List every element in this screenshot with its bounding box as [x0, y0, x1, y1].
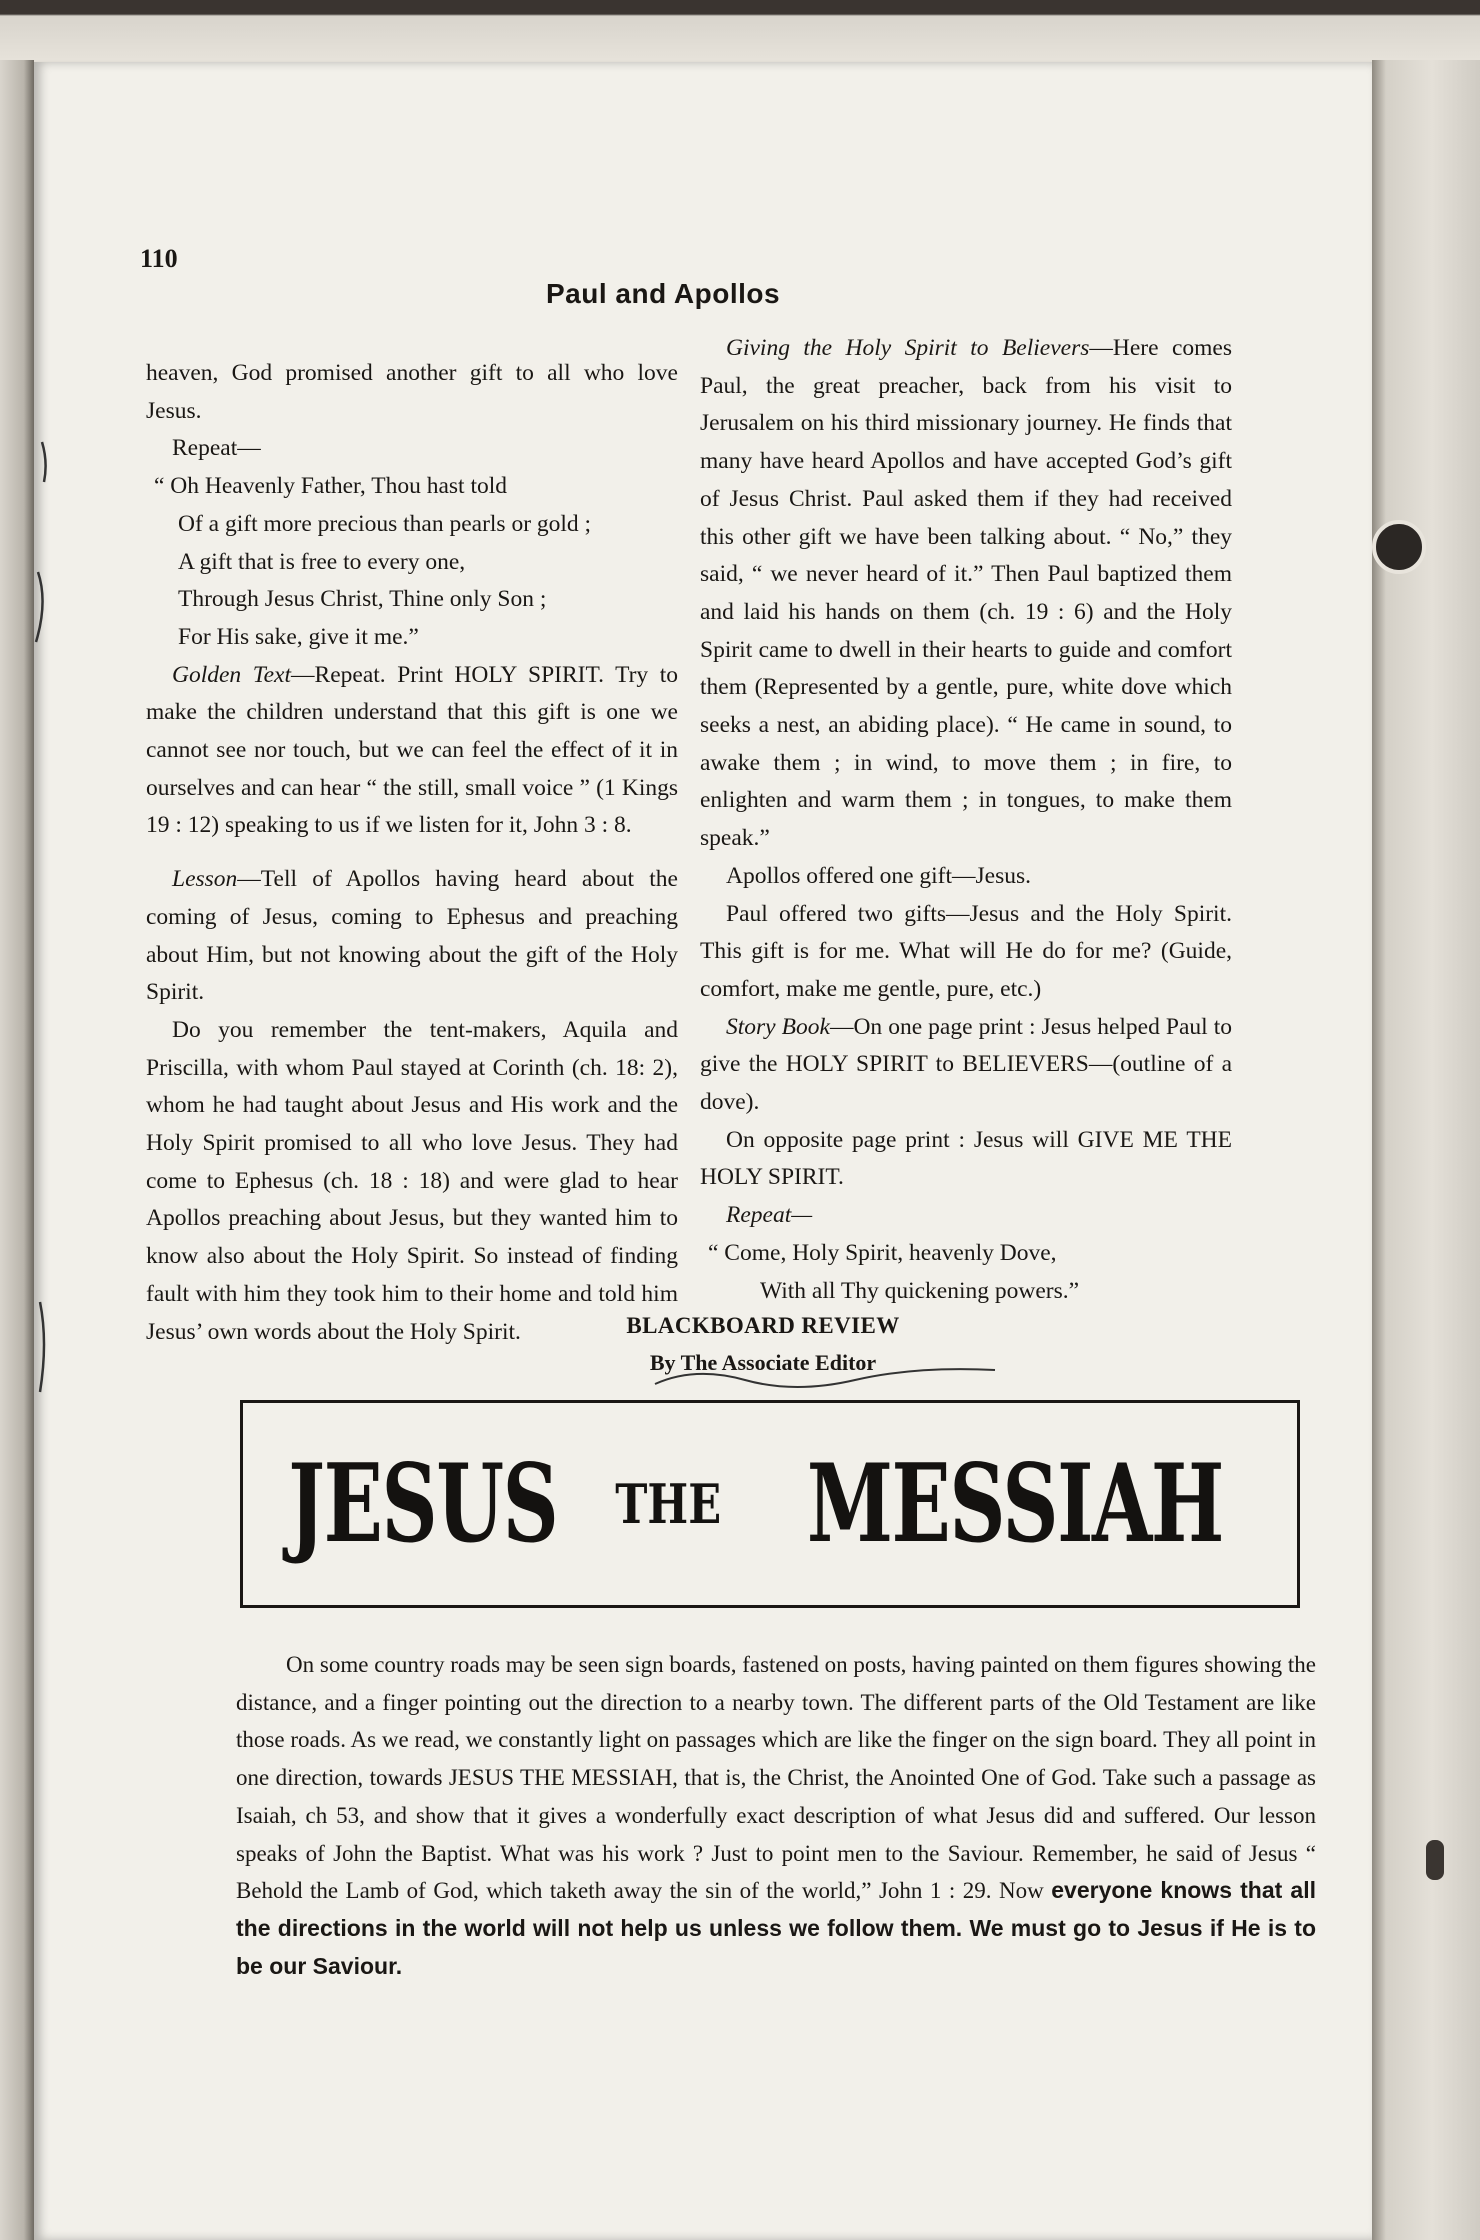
paragraph: Paul offered two gifts—Jesus and the Holy Spirit. This gift is for me. What will He do for me? (Guide, comfort, make me gentle, pure, etc.): [700, 900, 1232, 1002]
verse-line: “ Oh Heavenly Father, Thou hast told: [154, 473, 508, 500]
blackboard-bold-text: everyone knows that all the directions in the world will not help us unless we follow them. We must go to Jesus if He is to be our Saviour.: [236, 1877, 1316, 1979]
paragraph: Apollos offered one gift—Jesus.: [726, 862, 1032, 889]
left-column: [146, 355, 678, 1351]
blackboard-heading: BLACKBOARD REVIEW: [626, 1313, 900, 1338]
binder-clip-icon: [1426, 1840, 1444, 1880]
giving-paragraph: [700, 330, 1232, 858]
verse-line: A gift that is free to every one,: [178, 548, 466, 575]
margin-pencil-marks: [34, 422, 66, 1522]
lesson-paragraph: [146, 861, 678, 1012]
verse-line: “ Come, Holy Spirit, heavenly Dove,: [708, 1239, 1057, 1266]
golden-text-paragraph: [146, 657, 678, 846]
book-right-edge: [1372, 60, 1480, 2240]
story-book-paragraph: [700, 1009, 1232, 1122]
giving-label: Giving the Holy Spirit to Believers: [726, 335, 1090, 361]
binder-ring-icon: [1372, 520, 1426, 574]
golden-text-body: —Repeat. Print HOLY SPIRIT. Try to make the children understand that this gift is one we cannot see nor touch, but we can feel the effect of it in ourselves and can hear “ the still, small voice ” (1 Kings 19 : 12) speaking to us if we listen for it, John 3 : 8.: [146, 661, 679, 839]
decorative-swash: [650, 1362, 1000, 1392]
paragraph: On opposite page print : Jesus will GIVE ME THE HOLY SPIRIT.: [700, 1126, 1232, 1191]
verse-line: With all Thy quickening powers.”: [760, 1277, 1080, 1304]
page-number: 110: [140, 244, 178, 273]
story-book-label: Story Book: [726, 1013, 830, 1040]
story-book-body: —On one page print : Jesus helped Paul to give the HOLY SPIRIT to BELIEVERS—(outline of a dove).: [700, 1013, 1232, 1116]
running-head: Paul and Apollos: [546, 278, 781, 309]
blackboard-byline: By The Associate Editor: [649, 1350, 877, 1375]
blackboard-body: [236, 1646, 1316, 1985]
blackboard-sign: [240, 1400, 1300, 1608]
blackboard-text: On some country roads may be seen sign boards, fastened on posts, having painted on them figures showing the distance, and a finger pointing out the direction to a nearby town. The different parts of the Old Testament are like those roads. As we read, we constantly light on passages which are like the finger on the sign board. They all point in one direction, towards JESUS THE MESSIAH, that is, the Christ, the Anointed One of God. Take such a passage as Isaiah, ch 53, and show that it gives a wonderfully exact description of what Jesus did and suffered. Our lesson speaks of John the Baptist. What was his work ? Just to point men to the Saviour. Remember, he said of Jesus “ Behold the Lamb of God, which taketh away the sin of the world,” John 1 : 29. Now: [236, 1652, 1316, 1904]
repeat-label: Repeat—: [172, 435, 261, 462]
verse-line: For His sake, give it me.”: [178, 623, 419, 650]
sign-word-the: THE: [614, 1472, 721, 1536]
paragraph: Do you remember the tent-makers, Aquila and Priscilla, with whom Paul stayed at Corinth (ch. 18: 2), whom he had taught about Jesus and His work and the Holy Spirit promised to all who love Jesus. They had come to Ephesus (ch. 18 : 18) and were glad to hear Apollos preaching about Jesus, but they wanted him to know also about the Holy Spirit. So instead of finding fault with him they took him to their home and told him Jesus’ own words about the Holy Spirit.: [146, 1016, 678, 1345]
paragraph: heaven, God promised another gift to all who love Jesus.: [146, 360, 678, 424]
giving-body: —Here comes Paul, the great preacher, back from his visit to Jerusalem on his third missionary journey. He finds that many have heard Apollos and have accepted God’s gift of Jesus Christ. Paul asked them if they had received this other gift we have been talking about. “ No,” they said, “ we never heard of it.” Then Paul baptized them and laid his hands on them (ch. 19 : 6) and the Holy Spirit came to dwell in their hearts to guide and comfort them (Represented by a gentle, pure, white dove which seeks a nest, an abiding place). “ He came in sound, to awake them ; in wind, to move them ; in fire, to enlighten and warm them ; in tongues, to make them speak.”: [700, 335, 1232, 852]
repeat-label: Repeat—: [726, 1202, 813, 1229]
verse-line: Of a gift more precious than pearls or gold ;: [178, 510, 592, 537]
lesson-label: Lesson: [172, 866, 238, 893]
sign-word-jesus: JESUS: [288, 1441, 558, 1567]
right-column: [700, 330, 1232, 1310]
golden-text-label: Golden Text: [172, 661, 292, 688]
lesson-body: —Tell of Apollos having heard about the coming of Jesus, coming to Ephesus and preaching about Him, but not knowing about the gift of the Holy Spirit.: [146, 866, 678, 1006]
book-left-edge: [0, 60, 34, 2240]
sign-word-messiah: MESSIAH: [806, 1441, 1224, 1567]
verse-line: Through Jesus Christ, Thine only Son ;: [178, 586, 547, 613]
